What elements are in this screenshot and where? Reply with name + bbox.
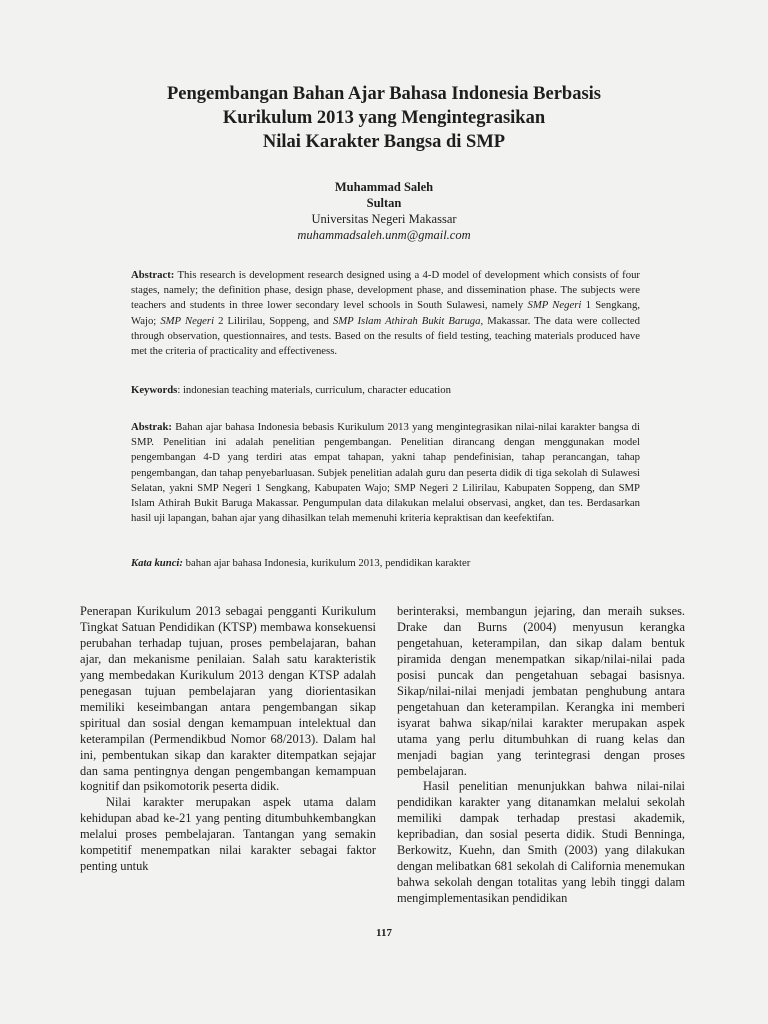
abstract-text: , Makassar. The data were collected through observation, questionnaires, and tests. Based on the results of field testing, teaching materials produced have met the criteria of practicality and effectiveness. xyxy=(131,314,641,358)
abstract-text: This research is development research designed using a 4-D model of development which consists of four stages, namely; the definition phase, design phase, development phase, and dissemination phase. The subjects were teachers and students in three lower secondary level schools in South Sulawesi, namely xyxy=(131,269,640,312)
body-column-right xyxy=(397,604,685,907)
school-name: SMP Islam Athirah Bukit Baruga xyxy=(332,314,481,327)
body-column-left xyxy=(80,604,376,875)
author-name: Muhammad Saleh xyxy=(334,180,434,194)
body-paragraph: berinteraksi, membangun jejaring, dan meraih sukses. Drake dan Burns (2004) menyusun kerangka pengetahuan, keterampilan, dan sikap dalam bentuk piramida dengan menempatkan sikap/nilai-nilai pada posisi puncak dan pengetahuan sebagai basisnya. Sikap/nilai-nilai menjadi jembatan penghubung antara pengetahuan dan keterampilan. Kerangka ini memberi isyarat bahwa sikap/nilai karakter merupakan aspek utama yang perlu ditumbuhkan di ruang kelas dan menjadi bagian yang terintegrasi dengan proses pembelajaran. xyxy=(397,604,685,778)
page-number: 117 xyxy=(376,927,392,939)
body-paragraph: Penerapan Kurikulum 2013 sebagai pengganti Kurikulum Tingkat Satuan Pendidikan (KTSP) membawa konsekuensi perubahan terhadap tujuan, proses pembelajaran, bahan ajar, dan mekanisme penilaian. Salah satu karakteristik yang membedakan Kurikulum 2013 dengan KTSP adalah penegasan tujuan pembelajaran yang diorientasikan memiliki keseimbangan antara pengembangan sikap spiritual dan sosial dengan kemampuan intelektual dan keterampilan (Permendikbud Nomor 68/2013). Dalam hal ini, pembentukan sikap dan karakter ditempatkan sejajar dan sama pentingnya dengan pengembangan kemampuan kognitif dan psikomotorik peserta didik. xyxy=(80,604,376,794)
school-name: SMP Negeri xyxy=(527,299,582,312)
affiliation: Universitas Negeri Makassar xyxy=(311,212,457,226)
abstract-text: 2 Lilirilau, Soppeng, and xyxy=(214,314,333,327)
abstrak-text: Bahan ajar bahasa Indonesia bebasis Kurikulum 2013 yang mengintegrasikan nilai-nilai karakter bangsa di SMP. Penelitian ini adalah penelitian pengembangan. Penelitian dirancang dengan menggunakan model pengembangan 4-D yang terdiri atas empat tahapan, yakni tahap pendefinisian, tahap perancangan, tahap pengembangan, dan tahap penyebarluasan. Subjek penelitian adalah guru dan peserta didik di tiga sekolah di Sulawesi Selatan, yakni SMP Negeri 1 Sengkang, Kabupaten Wajo; SMP Negeri 2 Lilirilau, Kabupaten Soppeng, dan SMP Islam Athirah Bukit Baruga Makassar. Pengumpulan data dilakukan melalui observasi, angket, dan tes. Berdasarkan hasil uji lapangan, bahan ajar yang dihasilkan telah memenuhi kriteria kepraktisan dan keefektifan. xyxy=(131,421,640,525)
author-block xyxy=(84,179,684,243)
abstract-indonesian xyxy=(131,420,640,526)
keywords-text: : indonesian teaching materials, curriculum, character education xyxy=(177,384,451,396)
title-line: Pengembangan Bahan Ajar Bahasa Indonesia Berbasis xyxy=(167,84,601,104)
keywords-english xyxy=(131,383,640,397)
abstract-text: 1 Sengkang, Wajo; xyxy=(131,299,641,327)
body-paragraph: Hasil penelitian menunjukkan bahwa nilai-nilai pendidikan karakter yang ditanamkan melalui sekolah memiliki dampak terhadap prestasi akademik, kepribadian, dan sosial peserta didik. Studi Benninga, Berkowitz, Kuehn, dan Smith (2003) yang dilakukan dengan melibatkan 681 sekolah di California menemukan bahwa sekolah dengan totalitas yang lebih tinggi dalam mengimplementasikan pendidikan xyxy=(397,779,685,906)
author-name: Sultan xyxy=(366,196,402,210)
abstract-english xyxy=(131,268,640,359)
school-name: SMP Negeri xyxy=(160,314,215,327)
keywords-label: Keywords xyxy=(131,384,178,396)
title-line: Kurikulum 2013 yang Mengintegrasikan xyxy=(222,108,546,128)
abstract-label: Abstract: xyxy=(131,269,175,281)
paper-title xyxy=(80,82,688,154)
keywords-indonesian xyxy=(131,556,640,570)
body-paragraph: Nilai karakter merupakan aspek utama dalam kehidupan abad ke-21 yang penting ditumbuhkembangkan melalui proses pembelajaran. Tantangan yang semakin kompetitif menempatkan nilai karakter sebagai faktor penting untuk xyxy=(80,795,376,874)
kata-kunci-label: Kata kunci: xyxy=(131,557,183,569)
title-line: Nilai Karakter Bangsa di SMP xyxy=(262,132,506,152)
author-email: muhammadsaleh.unm@gmail.com xyxy=(297,228,471,242)
abstrak-label: Abstrak: xyxy=(131,421,172,433)
kata-kunci-text: bahan ajar bahasa Indonesia, kurikulum 2013, pendidikan karakter xyxy=(182,557,471,569)
